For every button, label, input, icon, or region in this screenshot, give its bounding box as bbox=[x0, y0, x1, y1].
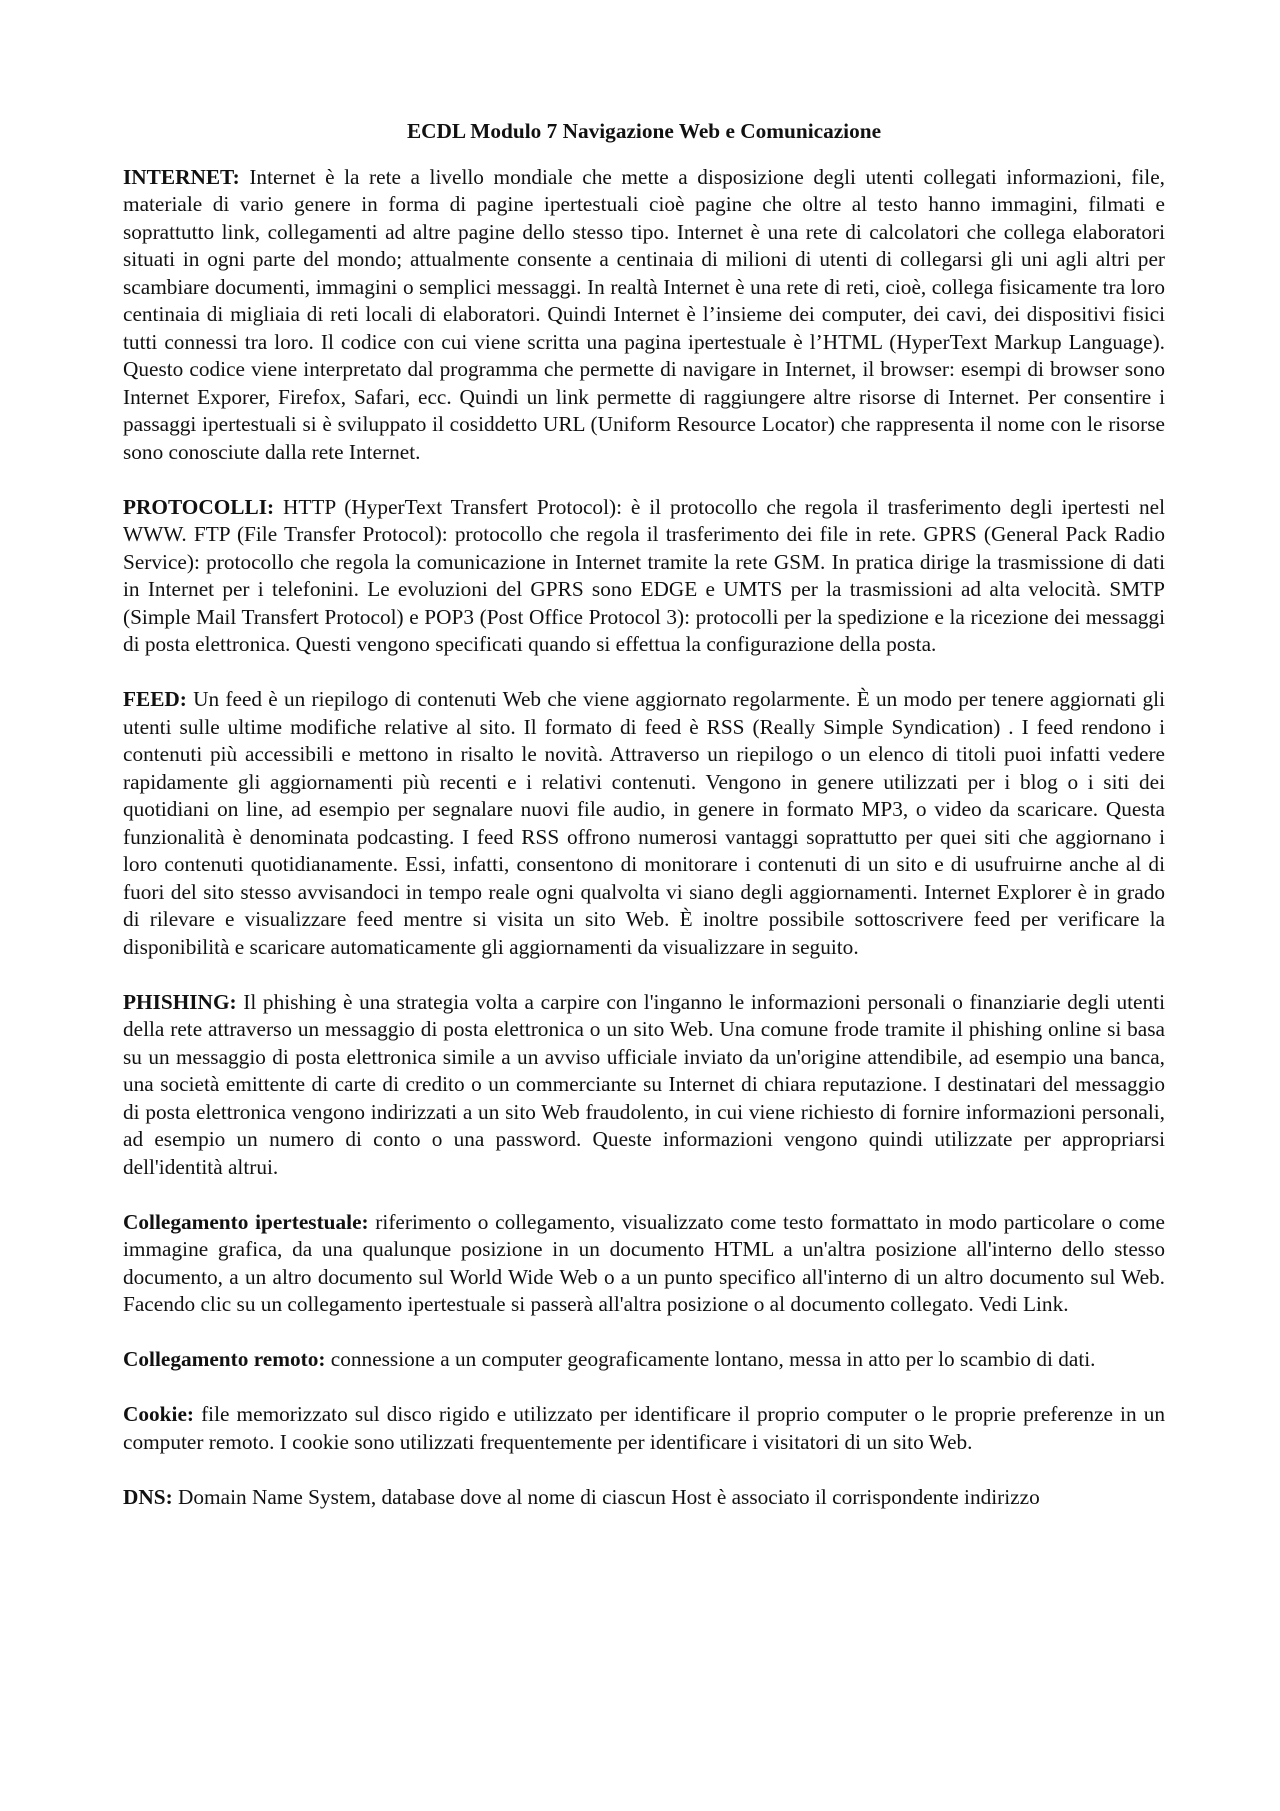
page-title: ECDL Modulo 7 Navigazione Web e Comunicazione bbox=[406, 119, 882, 143]
section-protocolli bbox=[123, 494, 1165, 659]
section-term: Cookie: bbox=[123, 1402, 194, 1426]
section-text: HTTP (HyperText Transfert Protocol): è il protocollo che regola il trasferimento degli ipertesti nel WWW. FTP (File Transfer Protocol): protocollo che regola il trasferimento dei file in rete. GPRS (General Pack Radio Service): protocollo che regola la comunicazione in Internet tramite la rete GSM. In pratica dirige la trasmissione di dati in Internet per i telefonini. Le evoluzioni del GPRS sono EDGE e UMTS per la trasmissioni ad alta velocità. SMTP (Simple Mail Transfert Protocol) e POP3 (Post Office Protocol 3): protocolli per la spedizione e la ricezione dei messaggi di posta elettronica. Questi vengono specificati quando si effettua la configurazione della posta. bbox=[123, 494, 1165, 656]
section-collegamento-remoto bbox=[123, 1346, 1165, 1374]
section-term: DNS: bbox=[123, 1484, 173, 1509]
section-collegamento-ipertestuale bbox=[123, 1209, 1165, 1319]
section-phishing bbox=[123, 989, 1165, 1182]
section-text: file memorizzato sul disco rigido e utilizzato per identificare il proprio computer o le proprie preferenze in un computer remoto. I cookie sono utilizzati frequentemente per identificare i visitatori di un sito Web. bbox=[123, 1402, 1165, 1454]
document-page bbox=[123, 118, 1165, 1539]
section-term: Collegamento remoto: bbox=[123, 1347, 326, 1371]
section-dns bbox=[123, 1484, 1165, 1512]
section-text: connessione a un computer geograficamente lontano, messa in atto per lo scambio di dati. bbox=[325, 1347, 1096, 1371]
section-cookie bbox=[123, 1401, 1165, 1456]
section-text: Domain Name System, database dove al nome di ciascun Host è associato il corrispondente indirizzo bbox=[172, 1484, 1040, 1509]
section-term: INTERNET: bbox=[123, 164, 240, 189]
section-term: Collegamento ipertestuale: bbox=[123, 1209, 369, 1234]
section-text: Internet è la rete a livello mondiale che mette a disposizione degli utenti collegati informazioni, file, materiale di vario genere in forma di pagine ipertestuali cioè pagine che oltre al testo hanno immagini, filmati e soprattutto link, collegamenti ad altre pagine dello stesso tipo. Internet è una rete di calcolatori che collega elaboratori situati in ogni parte del mondo; attualmente consente a centinaia di milioni di utenti di collegarsi gli uni agli altri per scambiare documenti, immagini o semplici messaggi. In realtà Internet è una rete di reti, cioè, collega fisicamente tra loro centinaia di migliaia di reti locali di elaboratori. Quindi Internet è l’insieme dei computer, dei cavi, dei dispositivi fisici tutti connessi tra loro. Il codice con cui viene scritta una pagina ipertestuale è l’HTML (HyperText Markup Language). Questo codice viene interpretato dal programma che permette di navigare in Internet, il browser: esempi di browser sono Internet Exporer, Firefox, Safari, ecc. Quindi un link permette di raggiungere altre risorse di Internet. Per consentire i passaggi ipertestuali si è sviluppato il cosiddetto URL (Uniform Resource Locator) che rappresenta il nome con le risorse sono conosciute dalla rete Internet. bbox=[123, 164, 1165, 464]
section-term: PROTOCOLLI: bbox=[123, 494, 275, 519]
section-text: Il phishing è una strategia volta a carpire con l'inganno le informazioni personali o finanziarie degli utenti della rete attraverso un messaggio di posta elettronica o un sito Web. Una comune frode tramite il phishing online si basa su un messaggio di posta elettronica simile a un avviso ufficiale inviato da un'origine attendibile, ad esempio una banca, una società emittente di carte di credito o un commerciante su Internet di chiara reputazione. I destinatari del messaggio di posta elettronica vengono indirizzati a un sito Web fraudolento, in cui viene richiesto di fornire informazioni personali, ad esempio un numero di conto o una password. Queste informazioni vengono quindi utilizzate per appropriarsi dell'identità altrui. bbox=[123, 989, 1165, 1179]
section-term: FEED: bbox=[123, 687, 187, 711]
section-term: PHISHING: bbox=[123, 989, 237, 1014]
section-text: riferimento o collegamento, visualizzato come testo formattato in modo particolare o come immagine grafica, da una qualunque posizione in un documento HTML a un'altra posizione all'interno dello stesso documento, a un altro documento sul World Wide Web o a un punto specifico all'interno di un altro documento sul Web. Facendo clic su un collegamento ipertestuale si passerà all'altra posizione o al documento collegato. Vedi Link. bbox=[123, 1209, 1165, 1316]
section-internet bbox=[123, 164, 1165, 467]
section-text: Un feed è un riepilogo di contenuti Web che viene aggiornato regolarmente. È un modo per tenere aggiornati gli utenti sulle ultime modifiche relative al sito. Il formato di feed è RSS (Really Simple Syndication) . I feed rendono i contenuti più accessibili e mettono in risalto le novità. Attraverso un riepilogo o un elenco di titoli puoi infatti vedere rapidamente gli aggiornamenti più recenti e i relativi contenuti. Vengono in genere utilizzati per i blog o i siti dei quotidiani on line, ad esempio per segnalare nuovi file audio, in genere in formato MP3, o video da scaricare. Questa funzionalità è denominata podcasting. I feed RSS offrono numerosi vantaggi soprattutto per quei siti che aggiornano i loro contenuti quotidianamente. Essi, infatti, consentono di monitorare i contenuti di un sito e di usufruirne anche al di fuori del sito stesso avvisandoci in tempo reale ogni qualvolta vi siano degli aggiornamenti. Internet Explorer è in grado di rilevare e visualizzare feed mentre si visita un sito Web. È inoltre possibile sottoscrivere feed per verificare la disponibilità e scaricare automaticamente gli aggiornamenti da visualizzare in seguito. bbox=[123, 687, 1165, 959]
section-feed bbox=[123, 686, 1165, 961]
